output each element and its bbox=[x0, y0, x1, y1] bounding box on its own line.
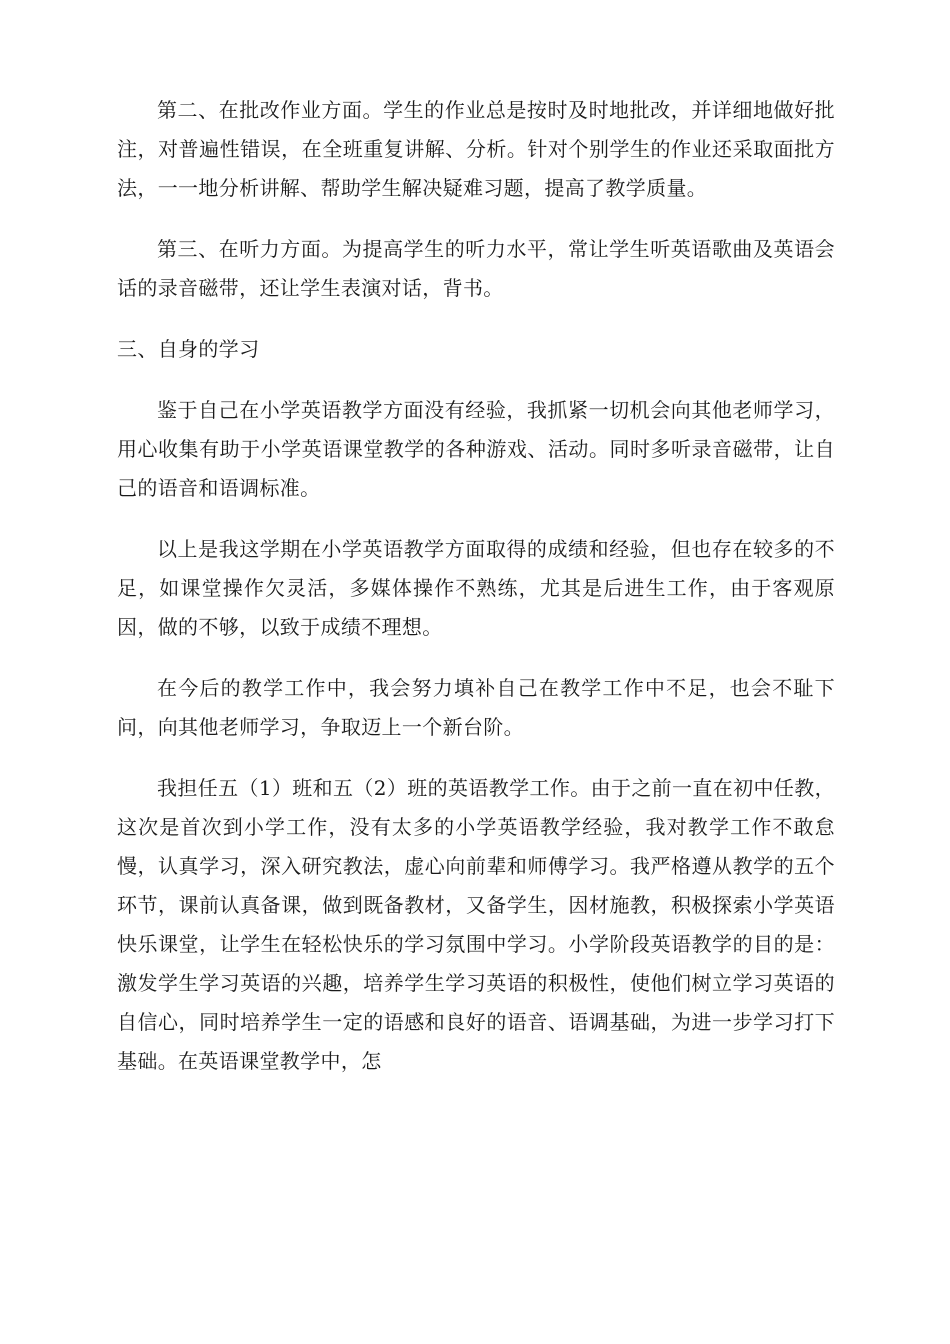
paragraph-homework-correction: 第二、在批改作业方面。学生的作业总是按时及时地批改，并详细地做好批注，对普遍性错误，在全班重复讲解、分析。针对个别学生的作业还采取面批方法，一一地分析讲解、帮助学生解决疑难习题，提高了教学质量。 bbox=[117, 98, 835, 200]
paragraph-future-work: 在今后的教学工作中，我会努力填补自己在教学工作中不足，也会不耻下问，向其他老师学习，争取迈上一个新台阶。 bbox=[117, 676, 835, 739]
paragraph-teaching-assignment: 我担任五（1）班和五（2）班的英语教学工作。由于之前一直在初中任教，这次是首次到小学工作，没有太多的小学英语教学经验，我对教学工作不敢怠慢，认真学习，深入研究教法，虚心向前辈和师傅学习。我严格遵从教学的五个环节，课前认真备课，做到既备教材，又备学生，因材施教，积极探索小学英语快乐课堂，让学生在轻松快乐的学习氛围中学习。小学阶段英语教学的目的是：激发学生学习英语的兴趣，培养学生学习英语的积极性，使他们树立学习英语的自信心，同时培养学生一定的语感和良好的语音、语调基础，为进一步学习打下基础。在英语课堂教学中，怎 bbox=[117, 776, 835, 1073]
paragraph-shortcomings: 以上是我这学期在小学英语教学方面取得的成绩和经验，但也存在较多的不足，如课堂操作欠灵活，多媒体操作不熟练，尤其是后进生工作，由于客观原因，做的不够，以致于成绩不理想。 bbox=[117, 537, 835, 639]
section-heading-self-study: 三、自身的学习 bbox=[117, 337, 260, 361]
paragraph-listening: 第三、在听力方面。为提高学生的听力水平，常让学生听英语歌曲及英语会话的录音磁带，还让学生表演对话，背书。 bbox=[117, 237, 835, 300]
document-body bbox=[117, 91, 835, 1103]
paragraph-self-study: 鉴于自己在小学英语教学方面没有经验，我抓紧一切机会向其他老师学习，用心收集有助于小学英语课堂教学的各种游戏、活动。同时多听录音磁带，让自己的语音和语调标准。 bbox=[117, 398, 835, 500]
